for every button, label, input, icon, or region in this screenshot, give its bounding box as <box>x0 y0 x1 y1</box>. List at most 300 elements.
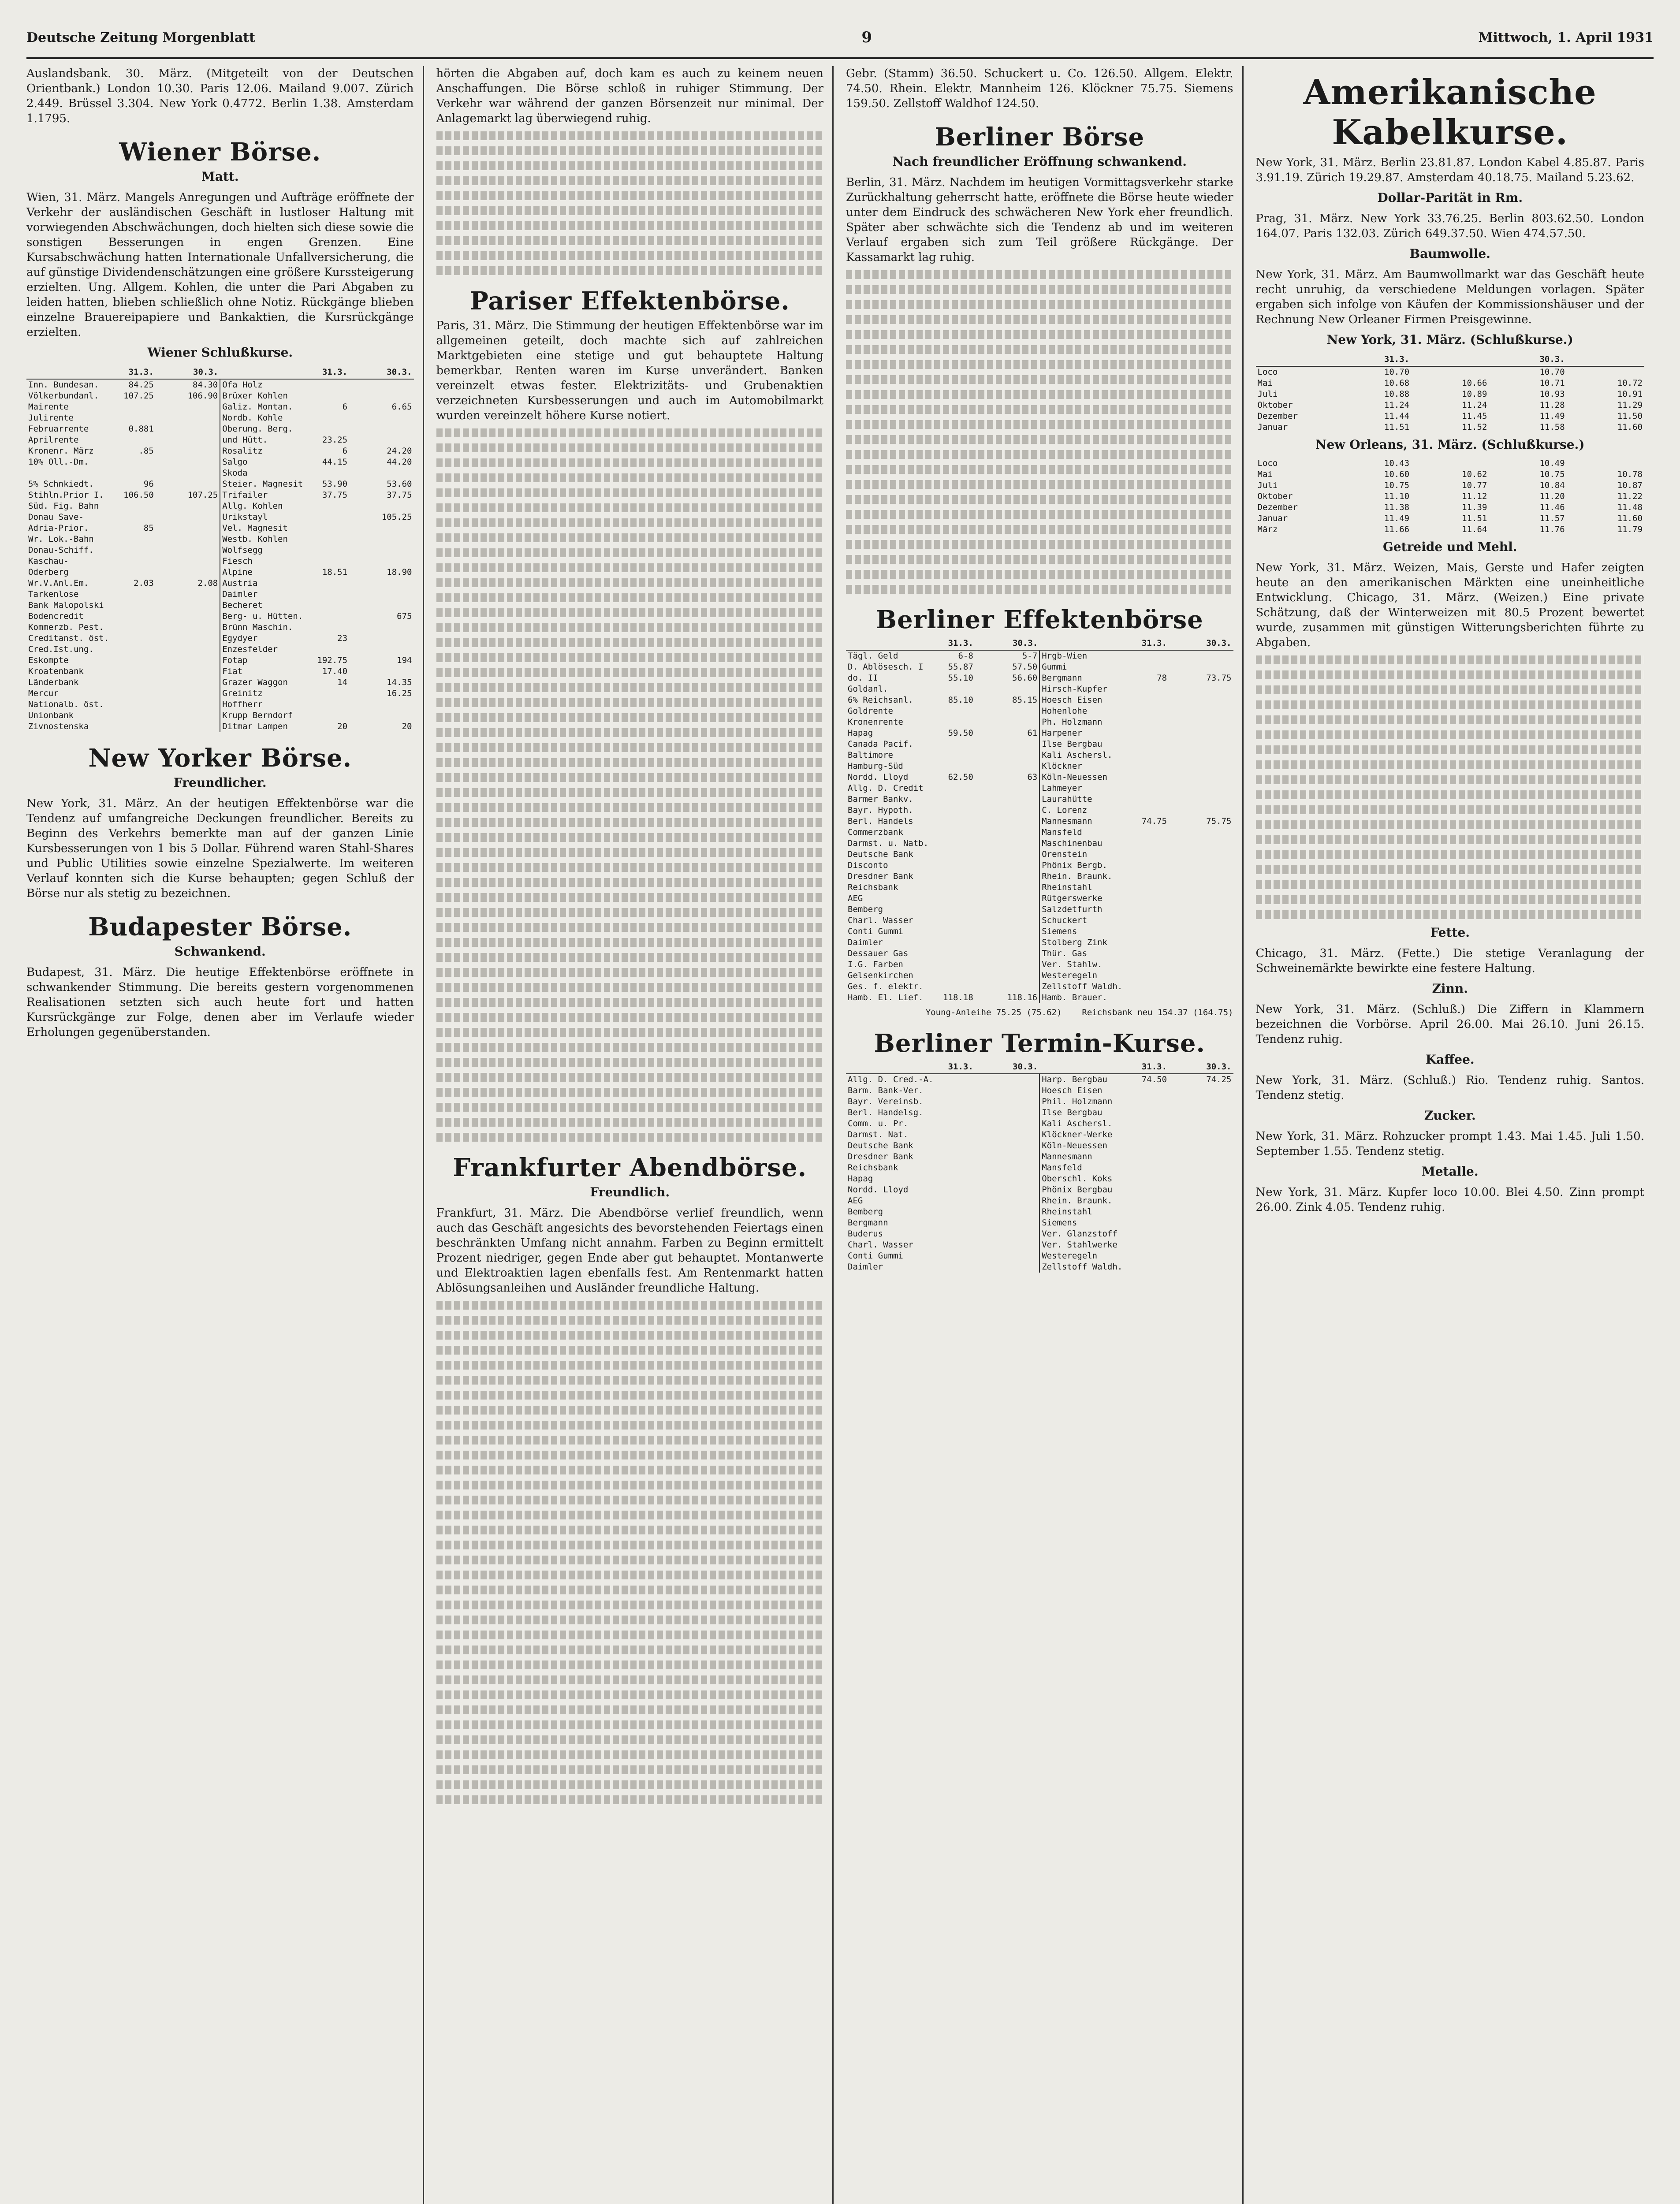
section-subhead: Zinn. <box>1432 981 1468 996</box>
security-name: Dezember <box>1257 503 1298 512</box>
text-line <box>436 953 824 962</box>
table-row <box>26 721 414 732</box>
quote-value <box>910 761 975 772</box>
security-name: Cred.Ist.ung. <box>28 644 94 654</box>
quote-value <box>349 699 413 710</box>
table-row <box>1256 422 1645 433</box>
quote-value <box>1104 882 1169 893</box>
quote-value <box>975 739 1039 750</box>
text-line <box>436 1526 824 1534</box>
security-name: Hoesch Eisen <box>1039 695 1104 706</box>
quote-value <box>1169 893 1233 904</box>
security-name: Charl. Wasser <box>848 1240 913 1250</box>
quote-value <box>975 1107 1039 1118</box>
section-heading-new-yorker-boerse: New Yorker Börse. <box>88 744 352 773</box>
quote-value <box>1104 739 1169 750</box>
quote-value <box>1104 893 1169 904</box>
security-name: Brüxer Kohlen <box>220 391 284 402</box>
quote-value <box>1169 1195 1233 1206</box>
table-row <box>846 860 1233 871</box>
table-row <box>846 684 1233 695</box>
quote-value: 118.18 <box>943 993 973 1002</box>
quote-value <box>285 622 349 633</box>
quote-value <box>1169 948 1233 959</box>
security-name: Darmst. u. Natb. <box>848 838 929 848</box>
quote-value: 63 <box>1027 772 1038 782</box>
quote-value <box>1169 1206 1233 1217</box>
text-line <box>436 1511 824 1519</box>
quote-value: 11.29 <box>1617 400 1643 410</box>
dense-text-block <box>436 221 824 230</box>
column-2 <box>436 66 834 2204</box>
table-row <box>26 688 414 699</box>
table-row <box>846 1184 1233 1195</box>
security-name: Deutsche Bank <box>848 1141 913 1150</box>
column-header: 30.3. <box>1169 637 1233 650</box>
table-row <box>26 468 414 479</box>
column-header <box>846 637 910 650</box>
security-name: Bodencredit <box>28 611 84 621</box>
quotes-table-berlin-termin <box>846 1061 1233 1273</box>
quote-value <box>910 882 975 893</box>
quote-value <box>349 424 413 435</box>
quote-value <box>910 816 975 827</box>
quote-value: 11.22 <box>1617 491 1643 501</box>
quote-value <box>910 1240 975 1251</box>
quote-value: 17.40 <box>322 666 348 676</box>
quote-value: 10.75 <box>1384 480 1410 490</box>
text-line <box>436 623 824 632</box>
table-row <box>846 673 1233 684</box>
security-name: Ver. Stahlw. <box>1039 959 1104 970</box>
quote-value: 192.75 <box>317 655 348 665</box>
table-row <box>846 761 1233 772</box>
quote-value <box>910 937 975 948</box>
quote-value <box>156 677 220 688</box>
column-header <box>1567 353 1644 366</box>
quote-value <box>1104 684 1169 695</box>
quote-value <box>975 1195 1039 1206</box>
text-line <box>436 1720 824 1729</box>
column-header <box>1256 353 1334 366</box>
article-body: Budapest, 31. März. Die heutige Effektenbörse eröffnete in schwankender Stimmung. Die bereits gestern vorgenommenen Realisationen setzten sich auch heute fort und hatten Kursrückgänge zur Folge, denen aber im Verlaufe wieder Erholungen gegenüberstanden. <box>26 966 414 1039</box>
quote-value: 675 <box>397 611 412 621</box>
quote-value <box>1169 695 1233 706</box>
text-line <box>436 1795 824 1804</box>
column-header <box>846 1061 910 1074</box>
quote-value <box>285 424 349 435</box>
table-row <box>846 926 1233 937</box>
security-name: Nordb. Kohle <box>220 413 284 424</box>
quote-value: 11.20 <box>1539 491 1565 501</box>
quote-value <box>1104 805 1169 816</box>
quote-value <box>349 534 413 545</box>
text-line <box>436 908 824 917</box>
security-name: Dessauer Gas <box>848 949 909 958</box>
quote-value <box>285 379 349 391</box>
quote-value <box>910 1129 975 1140</box>
quote-value <box>91 534 155 545</box>
quote-value <box>975 926 1039 937</box>
quote-value <box>349 666 413 677</box>
dense-text-block <box>1256 655 1645 919</box>
table-row <box>846 662 1233 673</box>
table-row <box>846 1129 1233 1140</box>
quote-value <box>1169 937 1233 948</box>
security-name: Nordd. Lloyd <box>848 772 909 782</box>
table-row <box>26 424 414 435</box>
text-line <box>436 428 824 437</box>
quote-value <box>910 970 975 981</box>
security-name: Greinitz <box>220 688 284 699</box>
table-row <box>846 1262 1233 1273</box>
table-row <box>26 479 414 490</box>
quote-value <box>1169 805 1233 816</box>
quote-value <box>1104 706 1169 717</box>
section-subhead: Schwankend. <box>174 944 266 959</box>
quote-value <box>156 523 220 534</box>
table-row <box>846 1206 1233 1217</box>
quote-value <box>285 710 349 721</box>
text-line <box>436 1675 824 1684</box>
table-title: Wiener Schlußkurse. <box>147 345 293 360</box>
quote-value: 24.20 <box>387 446 412 456</box>
quote-value <box>975 860 1039 871</box>
quote-value <box>1104 937 1169 948</box>
quote-value <box>349 468 413 479</box>
quote-value <box>91 677 155 688</box>
quote-value <box>156 710 220 721</box>
quote-value <box>156 468 220 479</box>
security-name: Orenstein <box>1039 849 1104 860</box>
quote-value <box>156 721 220 732</box>
security-name: Süd. Fig. Bahn <box>28 501 99 511</box>
text-line <box>436 998 824 1007</box>
table-row <box>846 893 1233 904</box>
quote-value <box>975 1140 1039 1151</box>
quote-value: 37.75 <box>322 490 348 500</box>
security-name: Zellstoff Waldh. <box>1039 981 1104 992</box>
quote-value <box>1104 783 1169 794</box>
security-name: Skoda <box>220 468 284 479</box>
table-row <box>846 937 1233 948</box>
quote-value <box>1169 1118 1233 1129</box>
article-body: Prag, 31. März. New York 33.76.25. Berlin 803.62.50. London 164.07. Paris 132.03. Zürich 649.37.50. Wien 474.57.50. <box>1255 212 1644 240</box>
table-row <box>846 717 1233 728</box>
security-name: Hirsch-Kupfer <box>1039 684 1104 695</box>
quote-value <box>1104 1118 1169 1129</box>
table-row <box>846 948 1233 959</box>
quote-value <box>156 402 220 413</box>
quote-value: 10.93 <box>1539 389 1565 399</box>
quote-value <box>156 424 220 435</box>
text-line <box>436 578 824 587</box>
text-line <box>436 488 824 497</box>
column-header: 31.3. <box>1334 353 1411 366</box>
security-name: Rhein. Braunk. <box>1039 871 1104 882</box>
text-line <box>436 1013 824 1022</box>
quote-value <box>975 959 1039 970</box>
cotton-table-new-orleans <box>1256 458 1645 535</box>
security-name: Phönix Bergbau <box>1039 1184 1104 1195</box>
quote-value: 11.39 <box>1462 503 1487 512</box>
quote-value <box>349 435 413 446</box>
quote-value <box>910 871 975 882</box>
security-name: Dresdner Bank <box>848 871 913 881</box>
text-line <box>846 390 1233 399</box>
security-name: Charl. Wasser <box>848 916 913 925</box>
quote-value <box>975 706 1039 717</box>
text-line <box>1256 850 1645 859</box>
quote-value: 78 <box>1157 673 1167 683</box>
table-row <box>846 750 1233 761</box>
security-name: Dresdner Bank <box>848 1152 913 1162</box>
section-heading-berliner-boerse: Berliner Börse <box>935 123 1145 152</box>
table-row <box>846 706 1233 717</box>
quote-value <box>910 750 975 761</box>
table-row <box>846 772 1233 783</box>
security-name: Mansfeld <box>1039 1162 1104 1173</box>
quote-value: 37.75 <box>387 490 412 500</box>
quote-value <box>910 1229 975 1240</box>
table-row <box>846 981 1233 992</box>
quote-value <box>975 893 1039 904</box>
quote-value <box>1169 662 1233 673</box>
security-name: Gummi <box>1039 662 1104 673</box>
text-line <box>436 653 824 662</box>
quote-value <box>975 1251 1039 1262</box>
table-row <box>26 677 414 688</box>
text-line <box>1256 835 1645 844</box>
table-row <box>846 1195 1233 1206</box>
quote-value <box>91 710 155 721</box>
security-name: Gelsenkirchen <box>848 971 913 980</box>
quote-value: 10.49 <box>1539 458 1565 468</box>
quote-value: 11.48 <box>1617 503 1643 512</box>
text-line <box>436 1780 824 1789</box>
quote-value <box>1104 871 1169 882</box>
quote-value <box>975 750 1039 761</box>
quote-value <box>975 915 1039 926</box>
quote-value <box>349 379 413 391</box>
security-name: Darmst. Nat. <box>848 1130 909 1139</box>
quote-value <box>975 816 1039 827</box>
quote-value <box>349 710 413 721</box>
security-name: Bayr. Vereinsb. <box>848 1097 924 1106</box>
text-line <box>436 683 824 692</box>
security-name: Mai <box>1257 378 1273 388</box>
security-name: Mai <box>1257 469 1273 479</box>
table-row <box>1256 491 1645 502</box>
text-line <box>846 495 1233 504</box>
quote-value: 55.87 <box>948 662 973 672</box>
quote-value <box>1104 1251 1169 1262</box>
quote-value <box>910 915 975 926</box>
text-line <box>436 1601 824 1609</box>
table-row <box>26 534 414 545</box>
quote-value <box>91 435 155 446</box>
quote-value <box>975 948 1039 959</box>
security-name: Ditmar Lampen <box>220 721 284 732</box>
text-line <box>436 803 824 812</box>
security-name: Januar <box>1257 514 1288 523</box>
security-name: Donau Save- <box>28 512 84 522</box>
quote-value <box>1169 915 1233 926</box>
column-header: 31.3. <box>910 1061 975 1074</box>
quote-value <box>156 501 220 512</box>
quote-value: 5-7 <box>1022 651 1038 661</box>
quote-value: 10.84 <box>1539 480 1565 490</box>
security-name: Hamb. El. Lief. <box>848 993 924 1002</box>
security-name: AEG <box>848 1196 863 1206</box>
security-name: Köln-Neuessen <box>1039 772 1104 783</box>
security-name: 5% Schnkiedt. <box>28 479 94 489</box>
security-name: Reichsbank <box>848 882 898 892</box>
young-anleihe-note: Young-Anleihe 75.25 (75.62) <box>925 1008 1062 1017</box>
quote-value <box>349 644 413 655</box>
quote-value <box>1169 1229 1233 1240</box>
quote-value <box>975 882 1039 893</box>
quote-value <box>910 959 975 970</box>
text-line <box>436 758 824 767</box>
security-name: Völkerbundanl. <box>28 391 99 401</box>
security-name: Becheret <box>220 600 284 611</box>
table-row <box>26 589 414 600</box>
security-name: Disconto <box>848 860 888 870</box>
text-line <box>436 668 824 677</box>
reichsbank-note: Reichsbank neu 154.37 (164.75) <box>1082 1008 1233 1017</box>
text-line <box>436 1660 824 1669</box>
article-body: New York, 31. März. Am Baumwollmarkt war das Geschäft heute recht unruhig, da verschiedene Meldungen vorlagen. Später ergaben sich infolge von Käufen der Kommissionshäuser und der Rechnung New Orleaner Firmen Preisgewinne. <box>1255 268 1644 326</box>
quote-value <box>156 699 220 710</box>
security-name: Grazer Waggon <box>220 677 284 688</box>
table-row <box>846 992 1233 1003</box>
security-name: D. Ablösesch. I <box>848 662 924 672</box>
quote-value <box>1104 948 1169 959</box>
quote-value <box>285 391 349 402</box>
quote-value: 62.50 <box>948 772 973 782</box>
quote-value: 10.88 <box>1384 389 1410 399</box>
security-name: Hohenlohe <box>1039 706 1104 717</box>
quote-value: .85 <box>138 446 154 456</box>
security-name: Allg. D. Cred.-A. <box>848 1075 934 1084</box>
quote-value: 11.57 <box>1539 514 1565 523</box>
security-name: C. Lorenz <box>1039 805 1104 816</box>
quote-value: 11.52 <box>1462 422 1487 432</box>
security-name: Comm. u. Pr. <box>848 1119 909 1128</box>
security-name: Dezember <box>1257 411 1298 421</box>
security-name: Vel. Magnesit <box>220 523 284 534</box>
text-line <box>1256 820 1645 829</box>
quote-value <box>975 1262 1039 1273</box>
quote-value: 11.66 <box>1384 525 1410 534</box>
quote-value <box>1169 1107 1233 1118</box>
security-name: Bayr. Hypoth. <box>848 805 913 815</box>
quote-value: 11.28 <box>1539 400 1565 410</box>
section-heading-berliner-termin-kurse: Berliner Termin-Kurse. <box>874 1029 1206 1058</box>
text-line <box>846 330 1233 339</box>
security-name: Barm. Bank-Ver. <box>848 1086 924 1095</box>
table-row <box>26 600 414 611</box>
section-subhead: Fette. <box>1430 925 1470 940</box>
quote-value <box>156 666 220 677</box>
quote-value <box>975 970 1039 981</box>
text-line <box>436 1346 824 1355</box>
table-row <box>1256 513 1645 524</box>
article-body: Berlin, 31. März. Nachdem im heutigen Vormittagsverkehr starke Zurückhaltung geherrscht hatte, eröffnete die Börse heute wieder unter dem Eindruck des schwächeren New York eher freundlich. Später aber schwächte sich die Tendenz ab und im weiteren Verlauf ergaben sich zum Teil größere Rückgänge. Der Kassamarkt lag ruhig. <box>846 176 1233 264</box>
quote-value <box>156 611 220 622</box>
quote-value: 16.25 <box>387 689 412 698</box>
quote-value <box>349 600 413 611</box>
text-line <box>436 1571 824 1579</box>
text-line <box>436 608 824 617</box>
dense-text-block <box>436 251 824 260</box>
quote-value: 85 <box>143 523 154 533</box>
column-1 <box>26 66 424 2204</box>
dense-text-block <box>436 131 824 140</box>
security-name: Schuckert <box>1039 915 1104 926</box>
quote-value: 11.12 <box>1462 491 1487 501</box>
quote-value <box>349 578 413 589</box>
security-name: Klöckner <box>1039 761 1104 772</box>
security-name: Urikstayl <box>220 512 284 523</box>
quote-value <box>975 761 1039 772</box>
security-name: Allg. D. Credit <box>848 783 924 793</box>
security-name: Fotap <box>220 655 284 666</box>
quote-value <box>91 567 155 578</box>
security-name: Siemens <box>1039 926 1104 937</box>
quote-value <box>1169 827 1233 838</box>
quote-value <box>975 849 1039 860</box>
table-row <box>846 1217 1233 1229</box>
quote-value <box>910 717 975 728</box>
text-line <box>436 1133 824 1142</box>
quote-value <box>975 1074 1039 1085</box>
security-name: Daimler <box>220 589 284 600</box>
text-line <box>1256 655 1645 664</box>
text-line <box>846 345 1233 354</box>
security-name: Bergmann <box>848 1218 888 1228</box>
text-line <box>436 833 824 842</box>
quote-value <box>910 1217 975 1229</box>
table-row <box>1256 411 1645 422</box>
section-subhead: Freundlicher. <box>173 775 267 790</box>
quote-value: 10.66 <box>1462 378 1487 388</box>
text-line <box>436 1631 824 1639</box>
quote-value <box>1169 992 1233 1003</box>
quote-value <box>1169 650 1233 662</box>
text-line <box>846 420 1233 429</box>
table-row <box>1256 480 1645 491</box>
security-name: Wr. Lok.-Bahn <box>28 534 94 544</box>
security-name: Februarrente <box>28 424 89 434</box>
quote-value <box>91 589 155 600</box>
security-name: Westeregeln <box>1039 970 1104 981</box>
security-name: Hrgb-Wien <box>1039 650 1104 662</box>
text-line <box>436 1616 824 1624</box>
quote-value <box>91 545 155 556</box>
quote-value <box>156 644 220 655</box>
section-heading-wiener-boerse: Wiener Börse. <box>119 138 321 167</box>
quote-value <box>975 827 1039 838</box>
security-name: Harp. Bergbau <box>1039 1074 1104 1085</box>
quote-value <box>156 633 220 644</box>
security-name: Ofa Holz <box>220 379 284 391</box>
quote-value <box>285 523 349 534</box>
quote-value <box>285 545 349 556</box>
security-name: Salzdetfurth <box>1039 904 1104 915</box>
article-body: New York, 31. März. Rohzucker prompt 1.43. Mai 1.45. Juli 1.50. September 1.55. Tendenz stetig. <box>1255 1130 1644 1158</box>
